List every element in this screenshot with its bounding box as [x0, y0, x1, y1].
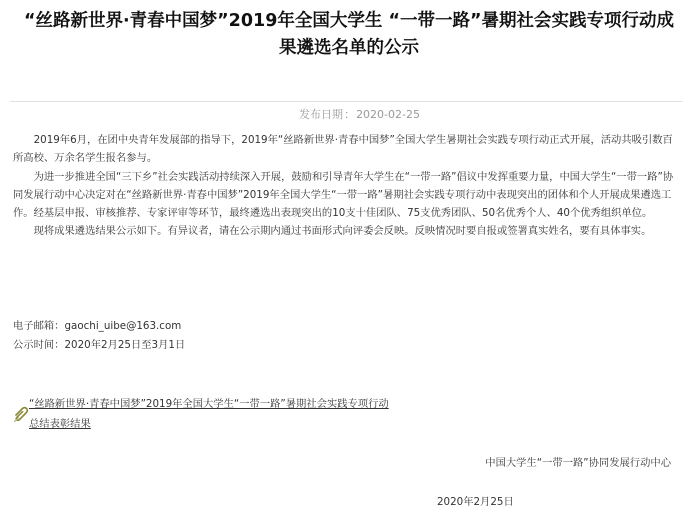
body-paragraph: 2019年6月，在团中央青年发展部的指导下，2019年“丝路新世界·青春中国梦”全国大学生暑期社会实践专项行动正式开展，活动共吸引数百所高校、万余名学生报名参与。: [13, 134, 673, 165]
publish-date-label: 发布日期: [299, 108, 344, 121]
issuing-organization: 中国大学生“一带一路”协同发展行动中心: [485, 457, 671, 469]
publish-date-separator: ：: [344, 108, 356, 121]
publish-date: [299, 107, 420, 123]
paperclip-icon: [13, 405, 29, 423]
contact-email: 电子邮箱：gaochi_uibe@163.com: [13, 320, 182, 332]
article-title: “丝路新世界·青春中国梦”2019年全国大学生 “一带一路”暑期社会实践专项行动成果遴选名单的公示: [24, 11, 674, 58]
publicity-period: 公示时间：2020年2月25日至3月1日: [13, 338, 186, 351]
article-body: [13, 131, 680, 241]
attachment-link[interactable]: “丝路新世界·青春中国梦”2019年全国大学生“一带一路”暑期社会实践专项行动总结表彰结果: [29, 398, 389, 430]
signature-date: 2020年2月25日: [437, 496, 514, 508]
title-divider: [10, 101, 683, 102]
body-paragraph: 为进一步推进全国“三下乡”社会实践活动持续深入开展，鼓励和引导青年大学生在“一带一路”倡议中发挥重要力量，中国大学生“一带一路”协同发展行动中心决定对在“丝路新世界·青春中国梦”2019年全国大学生“一带一路”暑期社会实践专项行动中表现突出的团体和个人开展成果遴选工作。经基层申报、审核推荐、专家评审等环节，最终遴选出表现突出的10支十佳团队、75支优秀团队、50名优秀个人、40个优秀组织单位。: [13, 170, 674, 220]
contact-info: [13, 317, 185, 354]
body-paragraph: 现将成果遴选结果公示如下。有异议者，请在公示期内通过书面形式向评委会反映。反映情况时要自报或签署真实姓名，要有具体事实。: [33, 225, 652, 238]
publish-date-value: 2020-02-25: [356, 108, 420, 121]
